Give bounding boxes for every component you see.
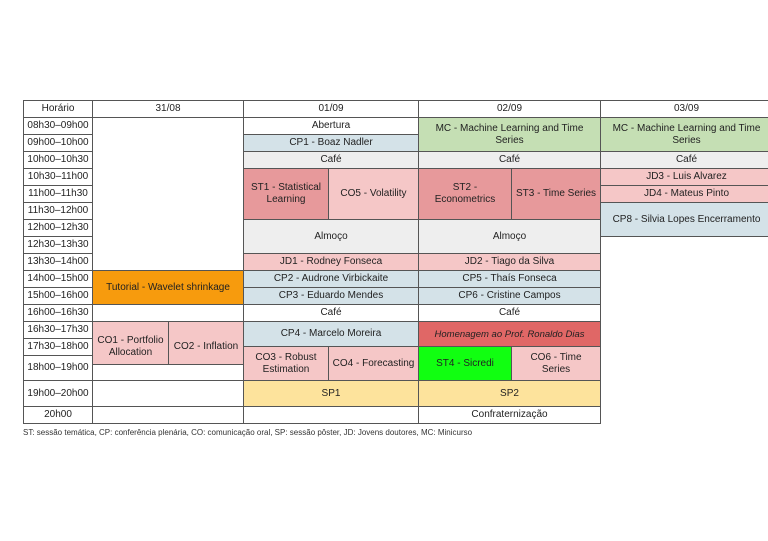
time-slot: 11h30–12h00 [23,202,93,220]
day1-empty-1800 [92,364,244,381]
time-slot: 13h30–14h00 [23,253,93,271]
co3-session: CO3 - Robust Estimation [243,346,329,381]
coffee-break: Café [243,151,419,169]
cp1-session: CP1 - Boaz Nadler [243,134,419,152]
sp1-session: SP1 [243,380,419,407]
homenagem-session: Homenagem ao Prof. Ronaldo Dias [418,321,601,347]
legend-text: ST: sessão temática, CP: conferência plenária, CO: comunicação oral, SP: sessão pôster, JD: Jovens doutores, MC: Minicurso [23,428,473,437]
time-slot: 10h30–11h00 [23,168,93,186]
st4-session: ST4 - Sicredi [418,346,512,381]
co2-session: CO2 - Inflation [168,321,244,373]
time-slot: 20h00 [23,406,93,424]
day1-empty-1600 [92,304,244,322]
time-slot: 17h30–18h00 [23,338,93,356]
jd1-session: JD1 - Rodney Fonseca [243,253,419,271]
header-horario: Horário [23,100,93,118]
mc-session: MC - Machine Learning and Time Series [600,117,768,152]
lunch-break: Almoço [418,219,601,254]
jd4-session: JD4 - Mateus Pinto [600,185,768,203]
time-slot: 15h00–16h00 [23,287,93,305]
header-day-0109: 01/09 [243,100,419,118]
time-slot: 08h30–09h00 [23,117,93,135]
cp4-session: CP4 - Marcelo Moreira [243,321,419,347]
time-slot: 10h00–10h30 [23,151,93,169]
header-day-3108: 31/08 [92,100,244,118]
day1-empty-1900 [92,380,244,407]
time-slot: 14h00–15h00 [23,270,93,288]
cp2-session: CP2 - Audrone Virbickaite [243,270,419,288]
time-slot: 11h00–11h30 [23,185,93,203]
confraternizacao-session: Confraternização [418,406,601,424]
time-slot: 09h00–10h00 [23,134,93,152]
cp3-session: CP3 - Eduardo Mendes [243,287,419,305]
time-slot: 12h00–12h30 [23,219,93,237]
time-slot: 18h00–19h00 [23,355,93,381]
abertura-session: Abertura [243,117,419,135]
mc-session: MC - Machine Learning and Time Series [418,117,601,152]
header-day-0309: 03/09 [600,100,768,118]
cp6-session: CP6 - Cristine Campos [418,287,601,305]
cp5-session: CP5 - Thaís Fonseca [418,270,601,288]
schedule-table [23,100,768,424]
time-slot: 19h00–20h00 [23,380,93,407]
coffee-break: Café [418,304,601,322]
st3-session: ST3 - Time Series [511,168,601,220]
day2-empty-2000 [243,406,419,424]
coffee-break: Café [600,151,768,169]
co4-session: CO4 - Forecasting [328,346,419,381]
st2-session: ST2 - Econometrics [418,168,512,220]
lunch-break: Almoço [243,219,419,254]
co6-session: CO6 - Time Series [511,346,601,381]
jd2-session: JD2 - Tiago da Silva [418,253,601,271]
co5-session: CO5 - Volatility [328,168,419,220]
time-slot: 16h30–17h30 [23,321,93,339]
time-slot: 16h00–16h30 [23,304,93,322]
st1-session: ST1 - Statistical Learning [243,168,329,220]
day1-empty-2000 [92,406,244,424]
co1-session: CO1 - Portfolio Allocation [92,321,169,373]
header-day-0209: 02/09 [418,100,601,118]
coffee-break: Café [418,151,601,169]
day1-empty-morning [92,117,244,271]
time-slot: 12h30–13h30 [23,236,93,254]
cp8-session: CP8 - Silvia Lopes Encerramento [600,202,768,237]
jd3-session: JD3 - Luis Alvarez [600,168,768,186]
sp2-session: SP2 [418,380,601,407]
tutorial-session: Tutorial - Wavelet shrinkage [92,270,244,305]
coffee-break: Café [243,304,419,322]
